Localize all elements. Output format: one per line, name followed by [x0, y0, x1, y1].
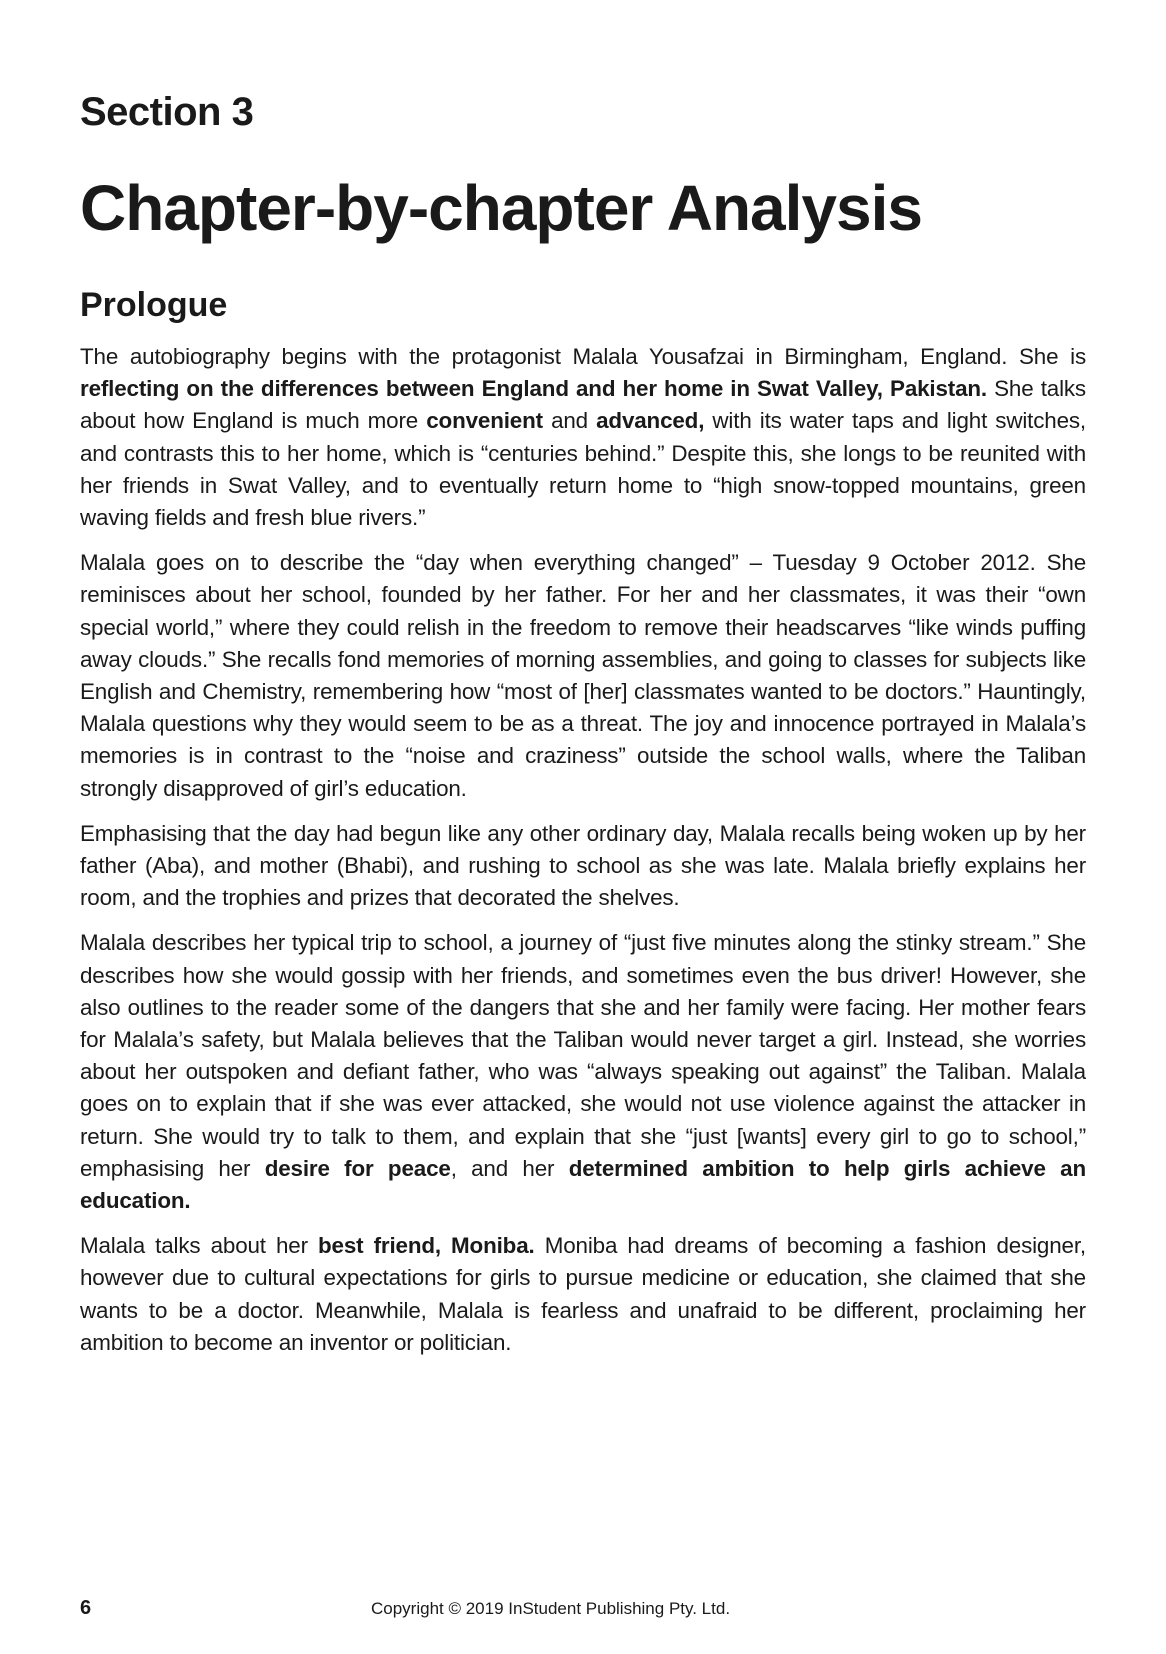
page-title: Chapter-by-chapter Analysis — [80, 172, 922, 244]
emphasis-text: best friend, Moniba. — [318, 1233, 535, 1259]
paragraph-text: with its water taps and light switches, and contrasts this to her home, which is “centuries behind.” Despite this, she longs to be reunited with her friends in Swat Valley, and to eventually return home to “high snow-topped mountains, green waving fields and fresh blue rivers.” — [80, 408, 1087, 531]
emphasis-text: convenient — [426, 408, 543, 434]
emphasis-text: determined ambition to help girls achieve an education. — [80, 1155, 1086, 1214]
emphasis-text: desire for peace — [264, 1155, 451, 1181]
paragraph-text: Malala goes on to describe the “day when everything changed” – Tuesday 9 October 2012. She reminisces about her school, founded by her father. For her and her classmates, it was their “own special world,” where they could relish in the freedom to remove their headscarves “like winds puffing away clouds.” She recalls fond memories of morning assemblies, and going to classes for subjects like English and Chemistry, remembering how “most of [her] classmates wanted to be doctors.” Hauntingly, Malala questions why they would seem to be as a threat. The joy and innocence portrayed in Malala’s memories is in contrast to the “noise and craziness” outside the school walls, where the Taliban strongly disapproved of girl’s education. — [80, 550, 1086, 801]
paragraph-text: Emphasising that the day had begun like any other ordinary day, Malala recalls being woken up by her father (Aba), and mother (Bhabi), and rushing to school as she was late. Malala briefly explains her room, and the trophies and prizes that decorated the shelves. — [80, 820, 1086, 911]
paragraph — [80, 818, 1086, 915]
paragraph-text: Malala talks about her — [80, 1233, 319, 1259]
paragraph — [80, 1230, 1086, 1359]
paragraph-text: Moniba had dreams of becoming a fashion designer, however due to cultural expectations for girls to pursue medicine or education, she claimed that she wants to be a doctor. Meanwhile, Malala is fearless and unafraid to be different, proclaiming her ambition to become an inventor or politician. — [80, 1233, 1086, 1355]
paragraph — [80, 341, 1086, 534]
chapter-heading: Prologue — [80, 286, 228, 324]
copyright-notice: Copyright © 2019 InStudent Publishing Pty. Ltd. — [371, 1599, 731, 1618]
emphasis-text: advanced, — [596, 408, 705, 434]
chapter-body — [80, 341, 1086, 1372]
paragraph-text: Malala describes her typical trip to school, a journey of “just five minutes along the stinky stream.” She describes how she would gossip with her friends, and sometimes even the bus driver! However, she also outlines to the reader some of the dangers that she and her family were facing. Her mother fears for Malala’s safety, but Malala believes that the Taliban would never target a girl. Instead, she worries about her outspoken and defiant father, who was “always speaking out against” the Taliban. Malala goes on to explain that if she was ever attacked, she would not use violence against the attacker in return. She would try to talk to them, and explain that she “just [wants] every girl to go to school,” emphasising her — [80, 930, 1086, 1181]
emphasis-text: reflecting on the differences between England and her home in Swat Valley, Pakistan. — [80, 376, 987, 402]
page-number: 6 — [80, 1597, 92, 1619]
paragraph-text: , and her — [450, 1155, 569, 1181]
paragraph — [80, 547, 1086, 805]
paragraph-text: The autobiography begins with the protagonist Malala Yousafzai in Birmingham, England. She is — [80, 344, 1086, 369]
section-label: Section 3 — [80, 90, 254, 134]
paragraph — [80, 927, 1086, 1217]
paragraph-text: and — [542, 408, 597, 434]
paragraph-text: She talks about how England is much more — [80, 376, 1086, 434]
